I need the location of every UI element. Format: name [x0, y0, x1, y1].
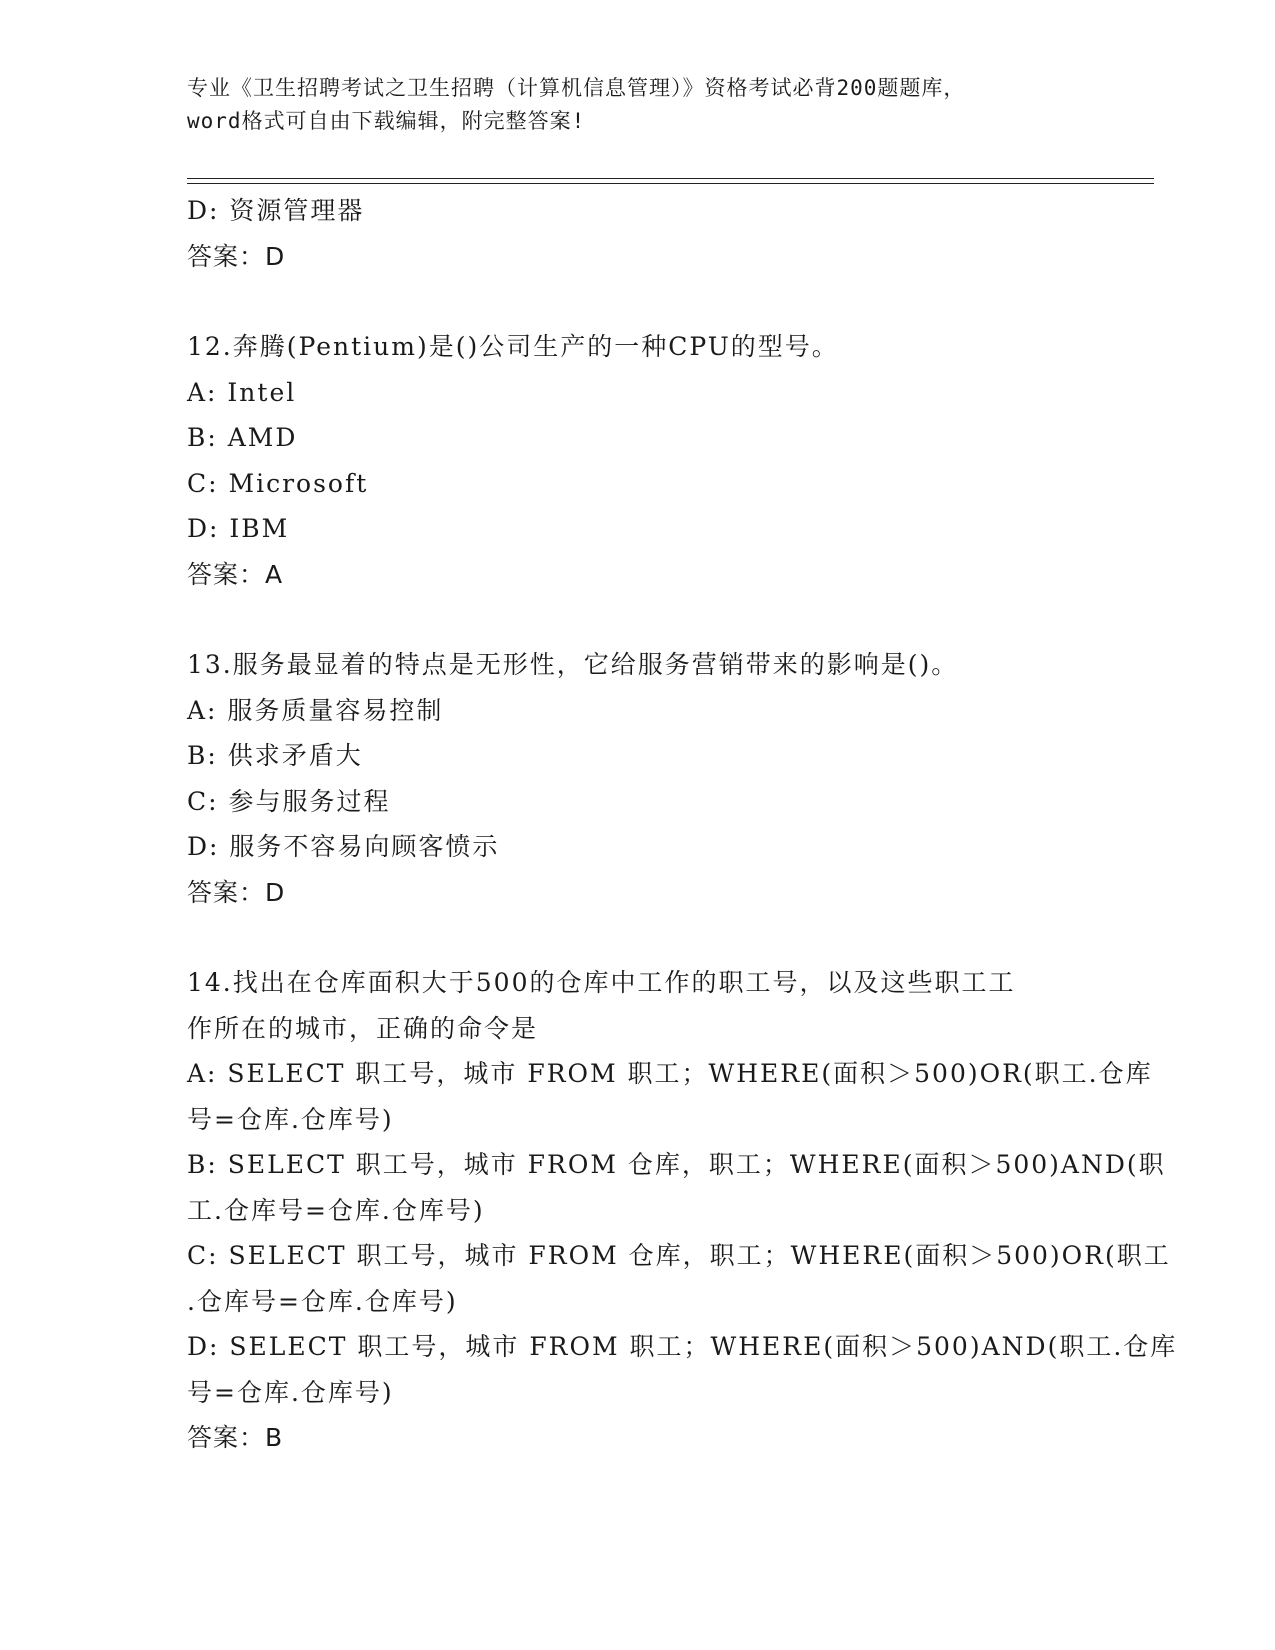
option-b-line-2: 工.仓库号=仓库.仓库号) [187, 1195, 485, 1225]
document-body [187, 188, 1178, 1461]
question-text-line-2: 作所在的城市，正确的命令是 [187, 1013, 539, 1043]
previous-question-tail [187, 188, 1087, 279]
option-c-line-2: .仓库号=仓库.仓库号) [187, 1286, 458, 1316]
answer: 答案：B [187, 1423, 284, 1452]
option-c: C: Microsoft [187, 468, 369, 498]
option-a: A: Intel [187, 377, 297, 407]
answer: 答案：D [187, 241, 286, 271]
option-b-line-1: B: SELECT 职工号，城市 FROM 仓库，职工；WHERE(面积＞500)AND(职 [187, 1150, 1166, 1179]
option-b: B: 供求矛盾大 [187, 741, 363, 770]
option-d-line-1: D: SELECT 职工号，城市 FROM 职工；WHERE(面积＞500)AND(职工.仓库 [187, 1332, 1178, 1361]
option-d: D: 资源管理器 [187, 196, 365, 225]
question-13 [187, 642, 1087, 915]
document-header [187, 72, 1087, 138]
header-divider-bottom [187, 183, 1154, 184]
question-text: 12.奔腾(Pentium)是()公司生产的一种CPU的型号。 [187, 332, 839, 361]
option-d: D: IBM [187, 514, 290, 543]
option-d: D: 服务不容易向顾客愤示 [187, 832, 500, 861]
answer: 答案：D [187, 877, 286, 907]
question-text-line-1: 14.找出在仓库面积大于500的仓库中工作的职工号，以及这些职工工 [187, 968, 1016, 997]
option-c: C: 参与服务过程 [187, 786, 391, 816]
option-b: B: AMD [187, 423, 298, 452]
answer: 答案：A [187, 559, 284, 589]
question-12 [187, 324, 1087, 597]
option-d-line-2: 号=仓库.仓库号) [187, 1377, 394, 1407]
option-a: A: 服务质量容易控制 [187, 695, 444, 725]
option-c-line-1: C: SELECT 职工号，城市 FROM 仓库，职工；WHERE(面积＞500)OR(职工 [187, 1241, 1171, 1270]
option-a-line-2: 号=仓库.仓库号) [187, 1104, 394, 1134]
option-a-line-1: A: SELECT 职工号，城市 FROM 职工；WHERE(面积＞500)OR(职工.仓库 [187, 1059, 1153, 1088]
header-line-1: 专业《卫生招聘考试之卫生招聘（计算机信息管理）》资格考试必背200题题库， [187, 76, 966, 100]
question-14 [187, 960, 1178, 1461]
header-line-2: word格式可自由下载编辑，附完整答案! [187, 109, 586, 133]
header-divider-top [187, 178, 1154, 179]
question-text: 13.服务最显着的特点是无形性，它给服务营销带来的影响是()。 [187, 650, 959, 679]
